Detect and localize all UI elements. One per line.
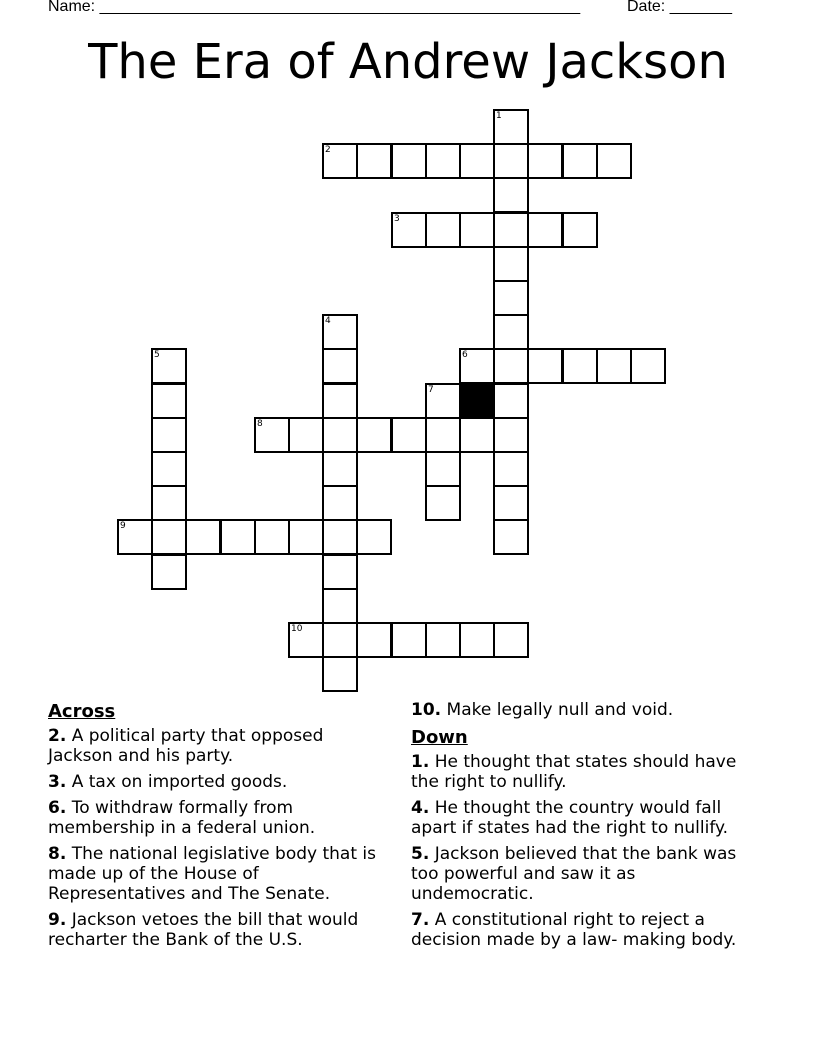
grid-cell[interactable] [151, 519, 187, 555]
clue-number: 6. [48, 798, 67, 818]
grid-cell[interactable] [493, 246, 529, 282]
clue-across-3 [48, 772, 393, 792]
grid-cell[interactable] [151, 348, 187, 384]
grid-cell[interactable] [322, 348, 358, 384]
clue-number: 8. [48, 844, 67, 864]
grid-cell[interactable] [288, 417, 324, 453]
cell-number: 2 [325, 145, 331, 155]
clue-number: 2. [48, 726, 67, 746]
blocked-cell [459, 383, 495, 419]
clue-text: Make legally null and void. [446, 700, 674, 720]
grid-cell[interactable] [493, 519, 529, 555]
grid-cell[interactable] [425, 451, 461, 487]
grid-cell[interactable] [151, 417, 187, 453]
grid-cell[interactable] [493, 622, 529, 658]
clue-down-5 [411, 844, 756, 904]
grid-cell[interactable] [493, 383, 529, 419]
cell-number: 7 [428, 385, 434, 395]
grid-cell[interactable] [562, 348, 598, 384]
clue-across-8 [48, 844, 393, 904]
down-heading: Down [411, 727, 468, 748]
grid-cell[interactable] [254, 519, 290, 555]
grid-cell[interactable] [322, 519, 358, 555]
page-title: The Era of Andrew Jackson [88, 34, 728, 90]
clue-across-2 [48, 726, 393, 766]
clue-number: 5. [411, 844, 430, 864]
clue-text: He thought the country would fall apart if states had the right to nullify. [411, 798, 729, 838]
clue-number: 10. [411, 700, 442, 720]
grid-cell[interactable] [527, 143, 563, 179]
grid-cell[interactable] [493, 212, 529, 248]
clue-number: 7. [411, 910, 430, 930]
grid-cell[interactable] [493, 485, 529, 521]
grid-cell[interactable] [459, 212, 495, 248]
grid-cell[interactable] [459, 143, 495, 179]
grid-cell[interactable] [322, 314, 358, 350]
clue-text: He thought that states should have the right to nullify. [411, 752, 737, 792]
clues-column-left [48, 700, 393, 956]
grid-cell[interactable] [151, 383, 187, 419]
grid-cell[interactable] [425, 212, 461, 248]
grid-cell[interactable] [630, 348, 666, 384]
cell-number: 5 [154, 350, 160, 360]
grid-cell[interactable] [322, 588, 358, 624]
grid-cell[interactable] [391, 622, 427, 658]
grid-cell[interactable] [391, 417, 427, 453]
grid-cell[interactable] [459, 622, 495, 658]
cell-number: 6 [462, 350, 468, 360]
grid-cell[interactable] [596, 143, 632, 179]
grid-cell[interactable] [322, 656, 358, 692]
grid-cell[interactable] [356, 519, 392, 555]
clue-number: 9. [48, 910, 67, 930]
clue-number: 4. [411, 798, 430, 818]
grid-cell[interactable] [493, 280, 529, 316]
grid-cell[interactable] [356, 417, 392, 453]
grid-cell[interactable] [322, 417, 358, 453]
grid-cell[interactable] [459, 348, 495, 384]
grid-cell[interactable] [356, 622, 392, 658]
cell-number: 3 [394, 214, 400, 224]
clue-text: The national legislative body that is made up of the House of Representatives and The Senate. [48, 844, 376, 904]
grid-cell[interactable] [493, 177, 529, 213]
date-field-label: Date: _______ [627, 0, 732, 15]
grid-cell[interactable] [288, 622, 324, 658]
clue-text: A tax on imported goods. [71, 772, 288, 792]
clue-across-10 [411, 700, 756, 720]
grid-cell[interactable] [425, 622, 461, 658]
grid-cell[interactable] [322, 554, 358, 590]
grid-cell[interactable] [391, 143, 427, 179]
grid-cell[interactable] [562, 143, 598, 179]
grid-cell[interactable] [425, 383, 461, 419]
grid-cell[interactable] [493, 451, 529, 487]
cell-number: 1 [496, 111, 502, 121]
clue-across-9 [48, 910, 393, 950]
grid-cell[interactable] [493, 314, 529, 350]
clue-number: 1. [411, 752, 430, 772]
grid-cell[interactable] [527, 348, 563, 384]
cell-number: 9 [120, 521, 126, 531]
grid-cell[interactable] [425, 485, 461, 521]
clue-down-1 [411, 752, 756, 792]
clue-across-6 [48, 798, 393, 838]
clue-down-7 [411, 910, 756, 950]
grid-cell[interactable] [254, 417, 290, 453]
grid-cell[interactable] [322, 622, 358, 658]
grid-cell[interactable] [391, 212, 427, 248]
grid-cell[interactable] [322, 451, 358, 487]
cell-number: 8 [257, 419, 263, 429]
grid-cell[interactable] [220, 519, 256, 555]
grid-cell[interactable] [425, 143, 461, 179]
grid-cell[interactable] [151, 451, 187, 487]
grid-cell[interactable] [493, 109, 529, 145]
grid-cell[interactable] [322, 383, 358, 419]
cell-number: 10 [291, 624, 303, 634]
grid-cell[interactable] [356, 143, 392, 179]
grid-cell[interactable] [562, 212, 598, 248]
grid-cell[interactable] [493, 417, 529, 453]
name-field-label: Name: ______________________________________________________ [48, 0, 581, 15]
clue-text: Jackson vetoes the bill that would recharter the Bank of the U.S. [48, 910, 359, 950]
clue-text: A political party that opposed Jackson and his party. [48, 726, 324, 766]
clue-text: A constitutional right to reject a decision made by a law- making body. [411, 910, 737, 950]
grid-cell[interactable] [493, 348, 529, 384]
cell-number: 4 [325, 316, 331, 326]
grid-cell[interactable] [185, 519, 221, 555]
grid-cell[interactable] [288, 519, 324, 555]
clue-number: 3. [48, 772, 67, 792]
grid-cell[interactable] [493, 143, 529, 179]
grid-cell[interactable] [459, 417, 495, 453]
grid-cell[interactable] [117, 519, 153, 555]
clue-down-4 [411, 798, 756, 838]
grid-cell[interactable] [527, 212, 563, 248]
grid-cell[interactable] [151, 485, 187, 521]
clues-column-right [411, 700, 756, 956]
grid-cell[interactable] [322, 143, 358, 179]
grid-cell[interactable] [425, 417, 461, 453]
clue-text: To withdraw formally from membership in a federal union. [48, 798, 316, 838]
clue-text: Jackson believed that the bank was too powerful and saw it as undemocratic. [411, 844, 737, 904]
grid-cell[interactable] [322, 485, 358, 521]
grid-cell[interactable] [151, 554, 187, 590]
grid-cell[interactable] [596, 348, 632, 384]
across-heading: Across [48, 701, 116, 722]
